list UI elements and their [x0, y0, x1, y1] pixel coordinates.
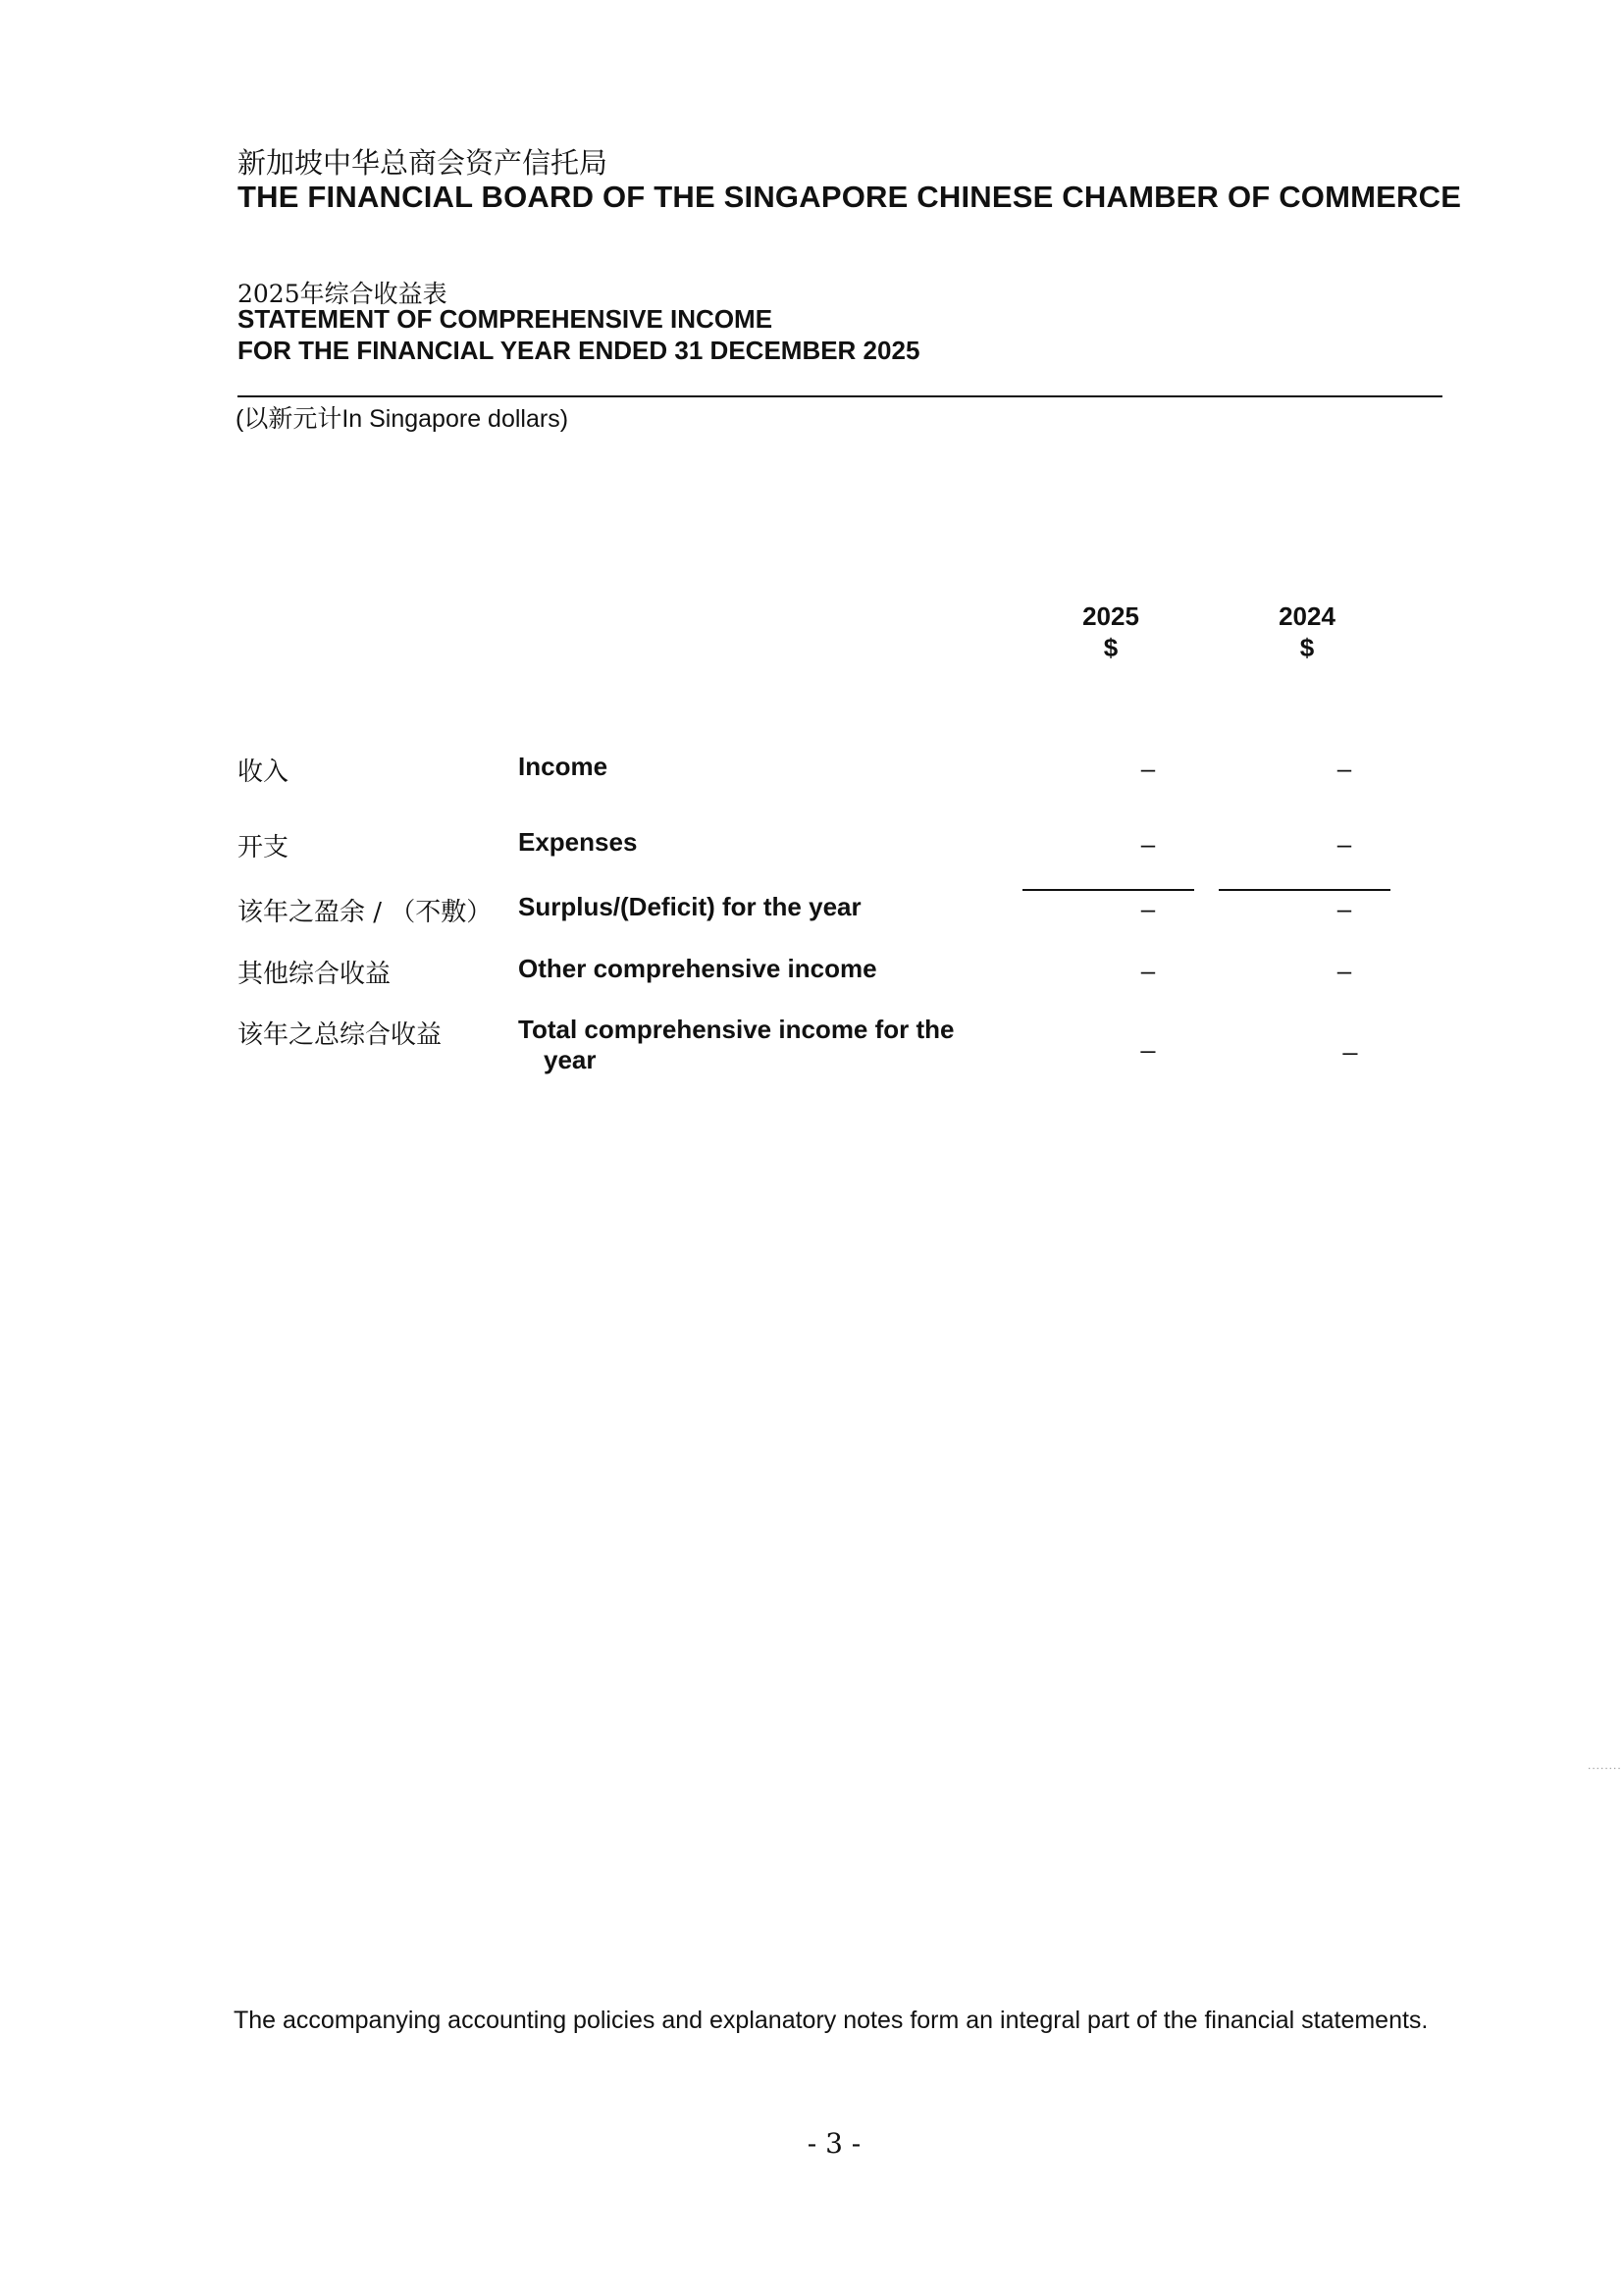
row-label-other-income: Other comprehensive income — [518, 954, 877, 983]
row-label-expenses: Expenses — [518, 827, 638, 857]
row-label-total-line1: Total comprehensive income for the — [518, 1015, 955, 1044]
row-label-chinese-income: 收入 — [237, 757, 289, 787]
row-label-surplus: Surplus/(Deficit) for the year — [518, 892, 862, 921]
organization-name-english: THE FINANCIAL BOARD OF THE SINGAPORE CHINESE CHAMBER OF COMMERCE — [237, 180, 1462, 214]
value-total-income-2025: _ — [1140, 1024, 1156, 1054]
value-other-income-2025: – — [1140, 956, 1156, 985]
row-label-chinese-other-income: 其他综合收益 — [237, 960, 392, 989]
value-surplus-2024: – — [1336, 894, 1352, 923]
row-label-chinese-surplus: 该年之盈余 / （不敷） — [237, 898, 493, 927]
page-number: - 3 - — [807, 2127, 862, 2160]
organization-name-chinese: 新加坡中华总商会资产信托局 — [237, 146, 608, 180]
column-year: 2025 — [1082, 601, 1139, 631]
column-header-2024 — [1238, 600, 1376, 663]
value-income-2024: – — [1336, 754, 1352, 783]
statement-period: FOR THE FINANCIAL YEAR ENDED 31 DECEMBER 2025 — [237, 336, 920, 365]
column-year: 2024 — [1279, 601, 1335, 631]
value-other-income-2024: – — [1336, 956, 1352, 985]
row-label-income: Income — [518, 752, 608, 781]
statement-title: STATEMENT OF COMPREHENSIVE INCOME — [237, 304, 773, 334]
footer-note: The accompanying accounting policies and explanatory notes form an integral part of the financial statements. — [234, 2007, 1429, 2034]
value-surplus-2025: – — [1140, 894, 1156, 923]
currency-note: (以新元计In Singapore dollars) — [236, 405, 569, 433]
value-expenses-2025: – — [1140, 829, 1156, 859]
margin-dots: ........ — [1588, 1758, 1622, 1772]
header-divider — [237, 395, 1442, 397]
subtotal-underline-2025 — [1022, 889, 1194, 891]
subtotal-underline-2024 — [1219, 889, 1390, 891]
row-label-chinese-expenses: 开支 — [237, 833, 289, 862]
column-unit: $ — [1299, 633, 1315, 662]
row-label-total-line2: year — [544, 1045, 597, 1074]
value-expenses-2024: – — [1336, 829, 1352, 859]
row-label-chinese-total-income: 该年之总综合收益 — [237, 1020, 443, 1050]
row-label-total-income — [518, 1015, 955, 1075]
statement-title-chinese: 2025年综合收益表 — [237, 280, 447, 308]
column-unit: $ — [1103, 633, 1119, 662]
value-total-income-2024: _ — [1342, 1026, 1358, 1056]
column-header-2025 — [1042, 600, 1179, 663]
value-income-2025: – — [1140, 754, 1156, 783]
